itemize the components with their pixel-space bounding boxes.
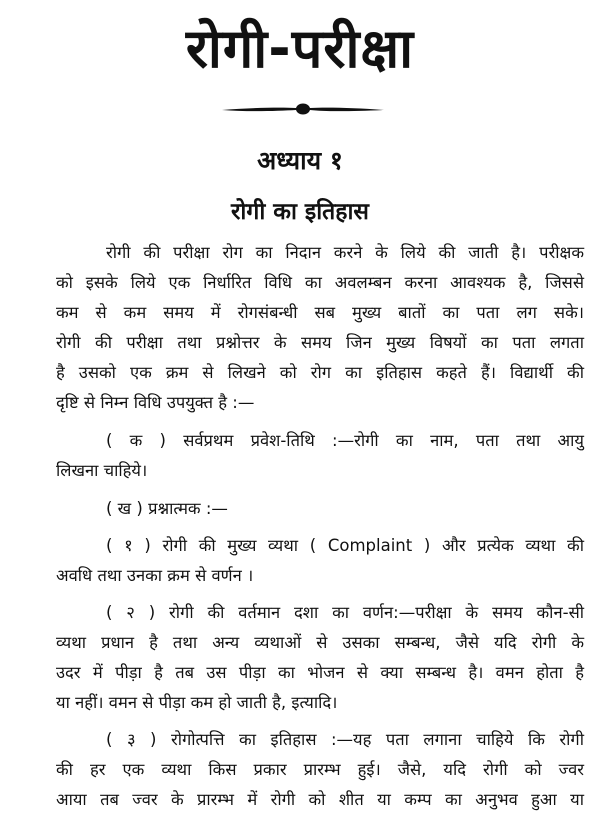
paragraph-line: कम से कम समय में रोगसंबन्धी सब मुख्य बातों का पता लग सके। [56, 303, 584, 322]
paragraph-line: की हर एक व्यथा किस प्रकार प्रारम्भ हुई। जैसे, यदि रोगी को ज्वर [56, 760, 584, 779]
paragraph-line: को इसके लिये एक निर्धारित विधि का अवलम्बन करना आवश्यक है, जिससे [56, 273, 584, 292]
paragraph-line: ( ३ ) रोगोत्पत्ति का इतिहास :—यह पता लगाना चाहिये कि रोगी [106, 730, 584, 749]
title-ornament [218, 97, 388, 119]
paragraph-line: उदर में पीड़ा है तब उस पीड़ा का भोजन से क्या सम्बन्ध है। वमन होता है [56, 663, 584, 682]
chapter-heading: अध्याय १ [257, 146, 343, 175]
paragraph-line: दृष्टि से निम्न विधि उपयुक्त है :— [56, 393, 255, 412]
paragraph-line: व्यथा प्रधान है तथा अन्य व्यथाओं से उसका सम्बन्ध, जैसे यदि रोगी के [56, 633, 584, 652]
paragraph-line: ( १ ) रोगी की मुख्य व्यथा ( Complaint ) और प्रत्येक व्यथा की [106, 536, 584, 555]
paragraph-line: ( ख ) प्रश्नात्मक :— [106, 499, 228, 518]
paragraph-line: ( २ ) रोगी की वर्तमान दशा का वर्णन:—परीक्षा के समय कौन-सी [106, 603, 584, 622]
page-title: रोगी-परीक्षा [185, 17, 415, 80]
paragraph-line: रोगी की परीक्षा तथा प्रश्नोत्तर के समय जिन मुख्य विषयों का पता लगता [56, 333, 584, 352]
paragraph-line: रोगी की परीक्षा रोग का निदान करने के लिये की जाती है। परीक्षक [106, 243, 584, 262]
section-heading: रोगी का इतिहास [231, 199, 369, 225]
paragraph-line: या नहीं। वमन से पीड़ा कम हो जाती है, इत्यादि। [56, 693, 338, 712]
paragraph-line: ( क ) सर्वप्रथम प्रवेश-तिथि :—रोगी का नाम, पता तथा आयु [106, 431, 584, 450]
paragraph-line: लिखना चाहिये। [56, 461, 148, 480]
paragraph-line: है उसको एक क्रम से लिखने को रोग का इतिहास कहते हैं। विद्यार्थी की [56, 363, 584, 382]
paragraph-line: अवधि तथा उनका क्रम से वर्णन । [56, 566, 254, 585]
paragraph-line: आया तब ज्वर के प्रारम्भ में रोगी को शीत या कम्प का अनुभव हुआ या [56, 790, 584, 809]
